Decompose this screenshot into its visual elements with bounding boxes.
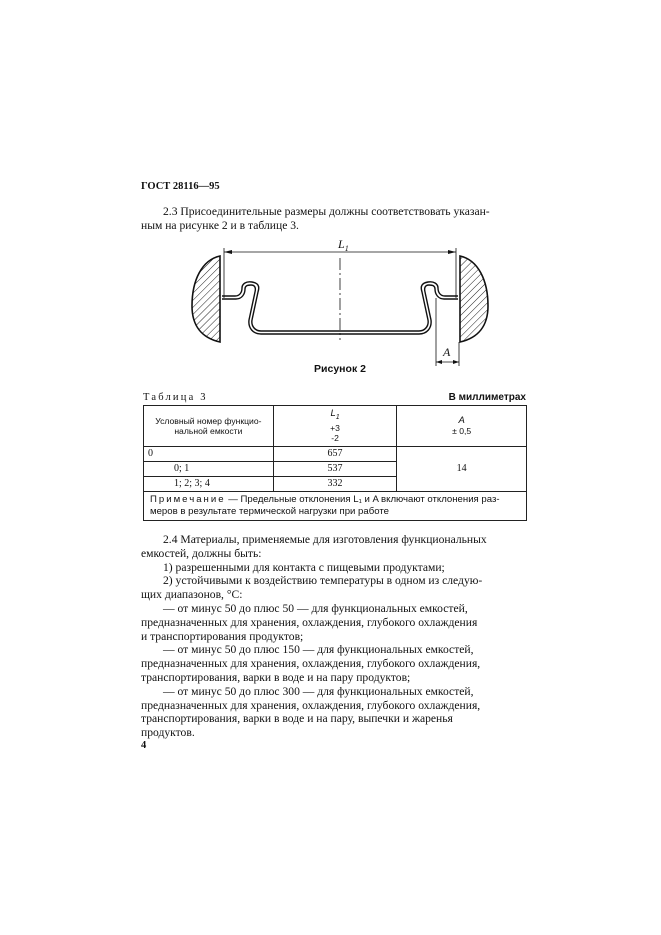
left-wall-section [192,256,220,342]
note-label: Примечание [150,494,226,505]
right-wall-section [460,256,488,342]
table-3 [143,405,527,521]
dimension-arrow-left [224,250,232,254]
section-2-3-line: 2.3 Присоединительные размеры должны соответствовать указан- [163,205,490,218]
dimension-label-L1: $L_1$ [338,237,349,253]
header-text: Условный номер функцио- [155,416,262,426]
range-item: предназначенных для хранения, охлаждения, глубокого охлаждения, [141,698,481,712]
document-header: ГОСТ 28116—95 [141,181,220,192]
cell-L1: 332 [273,477,397,492]
section-2-3-line: ным на рисунке 2 и в таблице 3. [141,218,299,232]
cell-number: 1; 2; 3; 4 [144,477,274,492]
header-tolerance: ± 0,5 [452,426,472,436]
header-L1 [273,406,397,447]
range-item: — от минус 50 до плюс 300 — для функциональных емкостей, [163,684,474,698]
dimension-arrow-right [448,250,456,254]
dimension-arrow-A-right [453,360,459,364]
table-title: Таблица 3 [143,392,208,403]
list-item: 1) разрешенными для контакта с пищевыми продуктами; [163,560,445,574]
header-tolerance-minus: -2 [331,432,339,443]
list-item: щих диапазонов, °С: [141,588,243,602]
note-text: — Предельные отклонения L₁ и A включают отклонения раз- [228,494,500,505]
list-item: 2) устойчивыми к воздействию температуры в одном из следую- [163,574,483,588]
range-item: предназначенных для хранения, охлаждения, глубокого охлаждения [141,615,478,629]
range-item: — от минус 50 до плюс 150 — для функциональных емкостей, [163,643,474,657]
cell-L1: 537 [273,462,397,477]
header-symbol: A [458,415,465,426]
figure-2-drawing [180,228,500,374]
header-A [397,406,527,447]
cell-number: 0; 1 [144,462,274,477]
header-tolerance-plus: +3 [330,422,340,433]
page-number: 4 [141,740,147,751]
table-units: В миллиметрах [448,392,526,403]
range-item: транспортирования, варки в воде и на пару, выпечки и жаренья [141,712,453,726]
table-note-row [144,492,527,521]
section-2-4-line: емкостей, должны быть: [141,546,262,560]
section-2-4-line: 2.4 Материалы, применяемые для изготовления функциональных [163,533,487,546]
header-symbol: $L_1$ [330,408,340,421]
table-header-row [144,406,527,447]
figure-caption: Рисунок 2 [314,363,366,375]
range-item: — от минус 50 до плюс 50 — для функциональных емкостей, [163,601,468,615]
range-item: транспортирования, варки в воде и на пару продуктов; [141,670,411,684]
header-text: нальной емкости [174,426,243,436]
table-row [144,447,527,462]
cell-A-value: 14 [397,447,527,492]
table-note [144,492,527,521]
header-functional-number [144,406,274,447]
note-text: меров в результате термической нагрузки при работе [150,506,389,517]
range-item: предназначенных для хранения, охлаждения, глубокого охлаждения, [141,657,481,671]
dimension-label-A: A [443,345,451,359]
range-item: и транспортирования продуктов; [141,629,304,643]
cell-number: 0 [144,447,274,462]
dimension-arrow-A-left [436,360,442,364]
cell-L1: 657 [273,447,397,462]
section-2-4 [141,533,524,740]
range-item: продуктов. [141,726,195,740]
